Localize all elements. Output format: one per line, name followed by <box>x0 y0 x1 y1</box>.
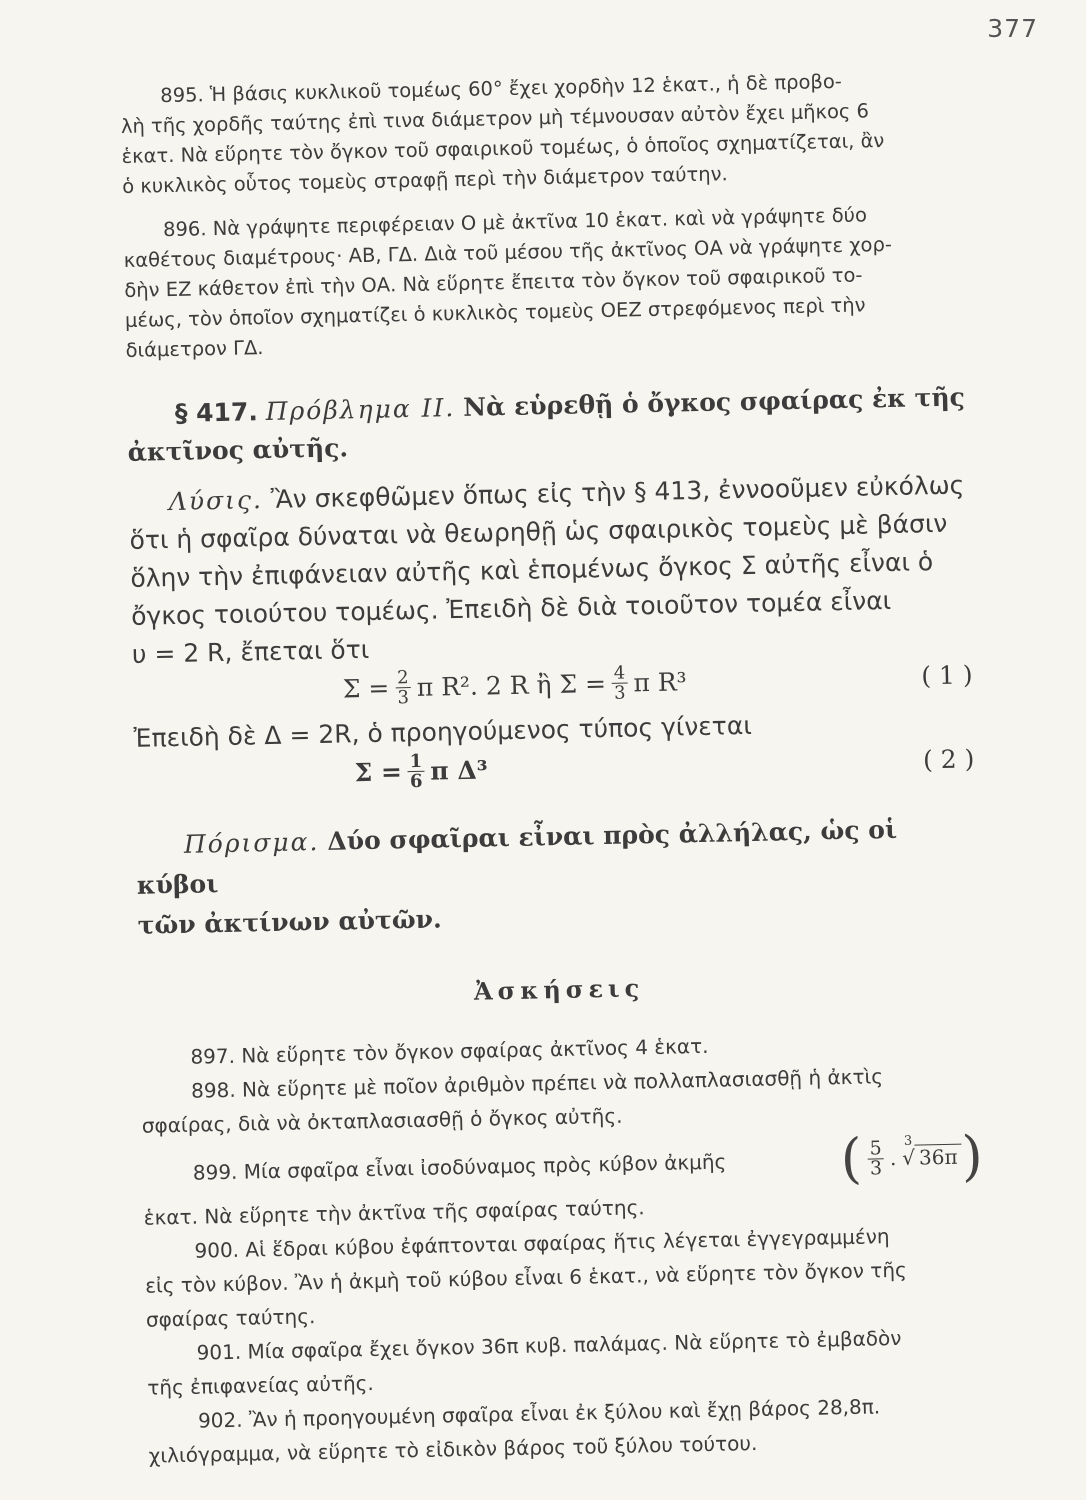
fraction-two-thirds: $\frac{2}{3}$ <box>396 667 410 709</box>
exercises-heading: Ἀσκήσεις <box>473 973 645 1006</box>
exercises-list <box>140 1023 989 1472</box>
exercise-901: 901. Μία σφαῖρα ἔχει ὄγκον 36π κυβ. παλάμας. Νὰ εὕρητε τὸ ἐμβαδὸν <box>196 1325 902 1365</box>
text-line: ὁ κυκλικὸς οὗτος τομεὺς στραφῇ περὶ τὴν διάμετρον ταύτην. <box>121 162 728 198</box>
exercise-897: 897. Νὰ εὕρητε τὸν ὄγκον σφαίρας ἀκτῖνος 4 ἑκατ. <box>190 1033 709 1069</box>
exercise-898: 898. Νὰ εὕρητε μὲ ποῖον ἀριθμὸν πρέπει νὰ πολλαπλασιασθῇ ἡ ἀκτὶς <box>190 1064 884 1103</box>
section-title-cont: ἀκτῖνος αὐτῆς. <box>127 433 349 467</box>
solution-text <box>128 466 972 674</box>
text-line: καθέτους διαμέτρους· ΑΒ, ΓΔ. Διὰ τοῦ μέσου τῆς ἀκτῖνος ΟΑ νὰ γράψητε χορ- <box>123 232 893 272</box>
text-line: μέως, τὸν ὁποῖον σχηματίζει ὁ κυκλικὸς τομεὺς ΟΕΖ στρεφόμενος περὶ τὴν <box>124 293 866 332</box>
fraction-one-sixth: $\frac{1}{6}$ <box>409 750 423 793</box>
cube-root: 3 √ 36π <box>902 1140 962 1175</box>
formula-lhs: Σ = <box>354 757 403 788</box>
corollary-label: Πόρισμα. <box>183 826 320 859</box>
solution-label: Λύσις. <box>168 485 264 517</box>
text-line: Ἂν σκεφθῶμεν ὅπως εἰς τὴν § 413, ἐννοοῦμεν εὐκόλως <box>270 470 965 514</box>
text-line: 896. Νὰ γράψητε περιφέρειαν Ο μὲ ἀκτῖνα 10 ἑκατ. καὶ νὰ γράψητε δύο <box>162 203 868 242</box>
formula-tail: π Δ³ <box>430 755 489 786</box>
text-line: υ = 2 R, ἔπεται ὅτι <box>131 634 370 669</box>
text-line: ὅλην τὴν ἐπιφάνειαν αὐτῆς καὶ ἑπομένως ὄγκος Σ αὐτῆς εἶναι ὁ <box>130 547 934 593</box>
exercise-899-cont: ἑκατ. Νὰ εὕρητε τὴν ἀκτῖνα τῆς σφαίρας ταύτης. <box>143 1195 645 1230</box>
corollary-title-cont: τῶν ἀκτίνων αὐτῶν. <box>137 904 442 940</box>
exercise-902: 902. Ἂν ἡ προηγουμένη σφαῖρα εἶναι ἐκ ξύλου καὶ ἔχῃ βάρος 28,8π. <box>197 1394 881 1433</box>
exercise-896 <box>123 198 966 366</box>
text-line: δὴν ΕΖ κάθετον ἐπὶ τὴν ΟΑ. Νὰ εὕρητε ἔπειτα τὸν ὄγκον τοῦ σφαιρικοῦ το- <box>124 263 863 302</box>
text-line: λὴ τῆς χορδῆς ταύτης ἐπὶ τινα διάμετρον μὴ τέμνουσαν αὐτὸν ἔχει μῆκος 6 <box>120 99 870 138</box>
exercise-898-cont: σφαίρας, διὰ νὰ ὀκταπλασιασθῇ ὁ ὄγκος αὐτῆς. <box>141 1103 623 1138</box>
section-title: Νὰ εὑρεθῇ ὁ ὄγκος σφαίρας ἐκ τῆς <box>462 382 966 422</box>
text-line: ὄγκος τοιούτου τομέως. Ἐπειδὴ δὲ διὰ τοιοῦτον τομέα εἶναι <box>130 585 892 631</box>
corollary-title: Δύο σφαῖραι εἶναι πρὸς ἀλλήλας, ὡς οἱ κύβοι <box>136 814 898 900</box>
fraction-five-thirds: $\frac{5}{3}$ <box>869 1136 883 1180</box>
exercise-900: 900. Αἱ ἕδραι κύβου ἐφάπτονται σφαίρας ἥτις λέγεται ἐγγεγραμμένη <box>194 1224 890 1263</box>
text-line: ἑκατ. Νὰ εὕρητε τὸν ὄγκον τοῦ σφαιρικοῦ τομέως, ὁ ὁποῖος σχηματίζεται, ἂν <box>121 129 885 168</box>
exercise-902-cont: χιλιόγραμμα, νὰ εὕρητε τὸ εἰδικὸν βάρος τοῦ ξύλου τούτου. <box>148 1430 758 1468</box>
exercise-899: 899. Μία σφαῖρα εἶναι ἰσοδύναμος πρὸς κύβον ἀκμῆς <box>192 1149 727 1185</box>
section-label: Πρόβλημα ΙΙ. <box>265 393 456 427</box>
formula-tail: π R³ <box>633 667 687 698</box>
section-number: § 417. <box>174 397 259 428</box>
page-content <box>120 64 989 1472</box>
text-line: Ἐπειδὴ δὲ Δ = 2R, ὁ προηγούμενος τύπος γίνεται <box>133 710 753 753</box>
formula-mid: π R². 2 R ἢ Σ = <box>416 668 607 702</box>
text-line: ὅτι ἡ σφαῖρα δύναται νὰ θεωρηθῇ ὡς σφαιρικὸς τομεὺς μὲ βάσιν <box>129 508 948 555</box>
text-line: διάμετρον ΓΔ. <box>125 336 264 362</box>
fraction-four-thirds: $\frac{4}{3}$ <box>613 662 626 704</box>
page-number: 377 <box>987 14 1038 43</box>
corollary <box>136 808 978 946</box>
equation-number: ( 2 ) <box>922 744 975 775</box>
equation-number: ( 1 ) <box>920 660 973 691</box>
formula-lhs: Σ = <box>342 673 390 704</box>
exercise-901-cont: τῆς ἐπιφανείας αὐτῆς. <box>147 1370 374 1400</box>
section-heading <box>127 378 968 472</box>
exercise-895 <box>120 64 962 202</box>
text-line: 895. Ἡ βάσις κυκλικοῦ τομέως 60° ἔχει χορδὴν 12 ἑκατ., ἡ δὲ προβο- <box>160 69 843 108</box>
exercise-900-cont: σφαίρας ταύτης. <box>145 1304 316 1332</box>
exercise-900-cont: εἰς τὸν κύβον. Ἂν ἡ ἀκμὴ τοῦ κύβου εἶναι 6 ἑκατ., νὰ εὕρητε τὸν ὄγκον τῆς <box>144 1257 907 1298</box>
cube-edge-expression: ( $\frac{5}{3}$ . 3 √ 36π ) <box>840 1124 984 1191</box>
